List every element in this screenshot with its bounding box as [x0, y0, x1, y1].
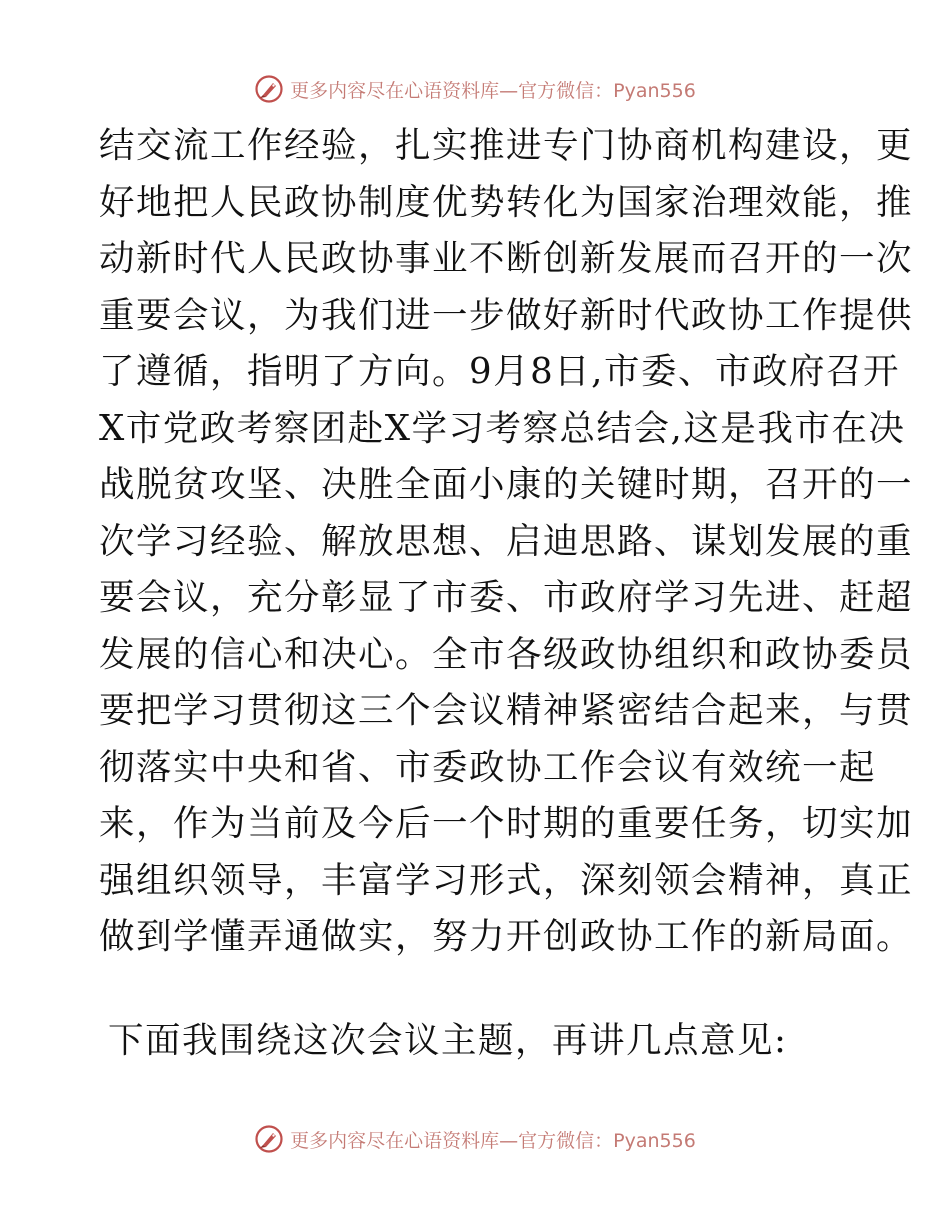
body-line: 强组织领导，丰富学习形式，深刻领会精神，真正: [99, 859, 914, 901]
body-line: 动新时代人民政协事业不断创新发展而召开的一次: [99, 238, 914, 279]
body-line: 做到学懂弄通做实，努力开创政协工作的新局面。: [99, 916, 914, 957]
document-body: [99, 118, 914, 966]
body-line: 要会议，充分彰显了市委、市政府学习先进、赶超: [99, 577, 914, 618]
body-line: 次学习经验、解放思想、启迪思路、谋划发展的重: [99, 520, 914, 562]
body-line: 了遵循，指明了方向。9月8日,市委、市政府召开: [99, 351, 900, 392]
footer-watermark: [0, 1124, 950, 1154]
body-line: 好地把人民政协制度优势转化为国家治理效能，推: [99, 181, 914, 223]
pen-nib-logo-icon: [254, 74, 284, 104]
body-line: 来，作为当前及今后一个时期的重要任务，切实加: [99, 803, 914, 844]
body-line: 发展的信心和决心。全市各级政协组织和政协委员: [99, 633, 914, 675]
closing-paragraph: 下面我围绕这次会议主题，再讲几点意见:: [108, 1020, 788, 1061]
header-watermark: [0, 74, 950, 104]
body-line: 彻落实中央和省、市委政协工作会议有效统一起: [99, 746, 877, 788]
watermark-text: 更多内容尽在心语资料库—官方微信：Pyan556: [290, 79, 696, 102]
body-line: 要把学习贯彻这三个会议精神紧密结合起来，与贯: [99, 690, 914, 731]
pen-nib-logo-icon: [254, 1124, 284, 1154]
body-line: X市党政考察团赴X学习考察总结会,这是我市在决: [99, 407, 906, 449]
body-line: 战脱贫攻坚、决胜全面小康的关键时期，召开的一: [99, 464, 914, 505]
watermark-text: 更多内容尽在心语资料库—官方微信：Pyan556: [290, 1129, 696, 1152]
body-line: 重要会议，为我们进一步做好新时代政协工作提供: [99, 294, 914, 336]
body-line: 结交流工作经验，扎实推进专门协商机构建设，更: [99, 125, 914, 166]
